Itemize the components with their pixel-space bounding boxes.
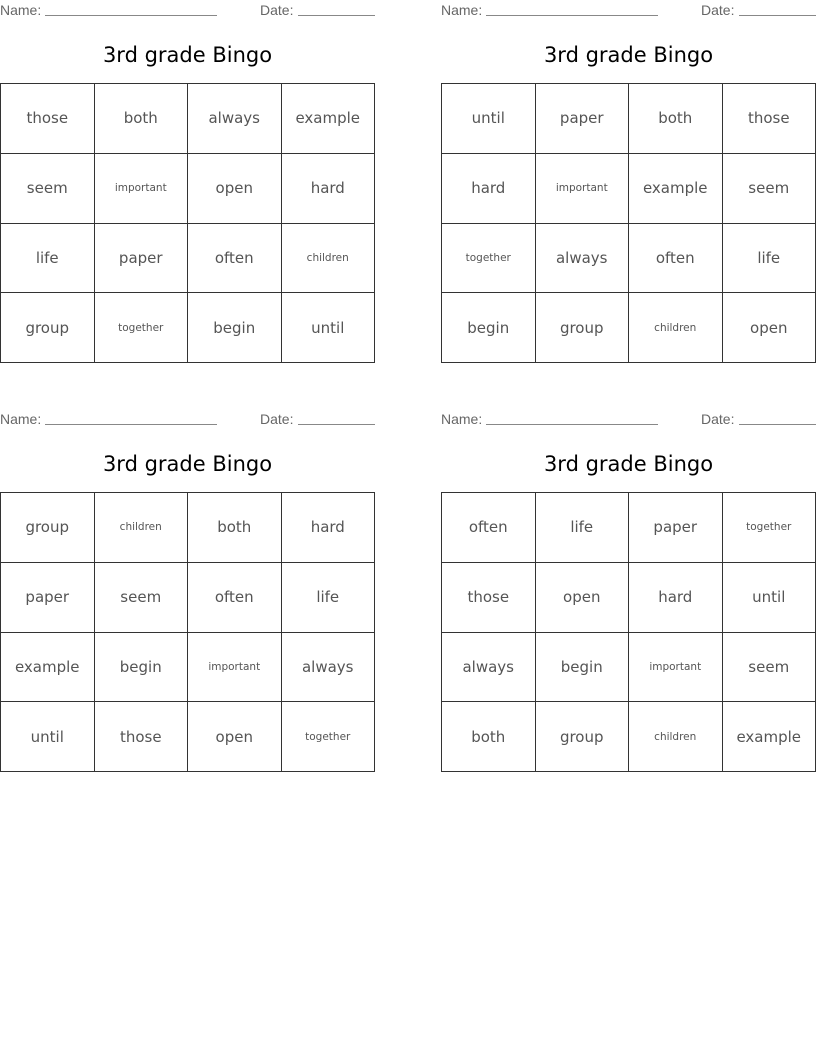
bingo-cell: life	[282, 563, 376, 633]
bingo-cell: those	[442, 563, 536, 633]
bingo-cell: often	[629, 224, 723, 294]
card-header	[0, 0, 375, 22]
bingo-cell: example	[629, 154, 723, 224]
bingo-cell: both	[442, 702, 536, 772]
bingo-cell: together	[95, 293, 189, 363]
date-blank	[739, 15, 816, 16]
bingo-cell: until	[723, 563, 816, 633]
bingo-grid	[441, 83, 816, 363]
bingo-cell: open	[188, 702, 282, 772]
bingo-cell: hard	[282, 154, 376, 224]
bingo-cell: group	[536, 293, 630, 363]
bingo-cell: seem	[1, 154, 95, 224]
bingo-cell: together	[723, 493, 816, 563]
bingo-cell: together	[282, 702, 376, 772]
bingo-cell: always	[442, 633, 536, 703]
bingo-cell: hard	[629, 563, 723, 633]
bingo-cell: children	[282, 224, 376, 294]
date-label: Date:	[701, 411, 735, 427]
card-title: 3rd grade Bingo	[543, 43, 714, 67]
name-blank	[486, 15, 658, 16]
bingo-cell: until	[442, 84, 536, 154]
bingo-cell: children	[629, 293, 723, 363]
date-blank	[739, 424, 816, 425]
bingo-grid	[0, 83, 375, 363]
bingo-cell: both	[629, 84, 723, 154]
bingo-cell: both	[188, 493, 282, 563]
bingo-cell: group	[1, 493, 95, 563]
card-title: 3rd grade Bingo	[102, 43, 273, 67]
bingo-cell: open	[723, 293, 816, 363]
card-header	[0, 409, 375, 431]
name-blank	[486, 424, 658, 425]
card-title: 3rd grade Bingo	[102, 452, 273, 476]
bingo-cell: those	[1, 84, 95, 154]
bingo-card-4	[441, 409, 816, 746]
bingo-cell: seem	[723, 633, 816, 703]
bingo-grid	[0, 492, 375, 772]
bingo-cell: begin	[442, 293, 536, 363]
bingo-cell: paper	[629, 493, 723, 563]
bingo-cell: until	[282, 293, 376, 363]
bingo-cell: open	[536, 563, 630, 633]
date-label: Date:	[701, 2, 735, 18]
date-label: Date:	[260, 411, 294, 427]
name-blank	[45, 15, 217, 16]
bingo-cell: always	[188, 84, 282, 154]
bingo-cell: example	[723, 702, 816, 772]
bingo-cell: important	[536, 154, 630, 224]
name-blank	[45, 424, 217, 425]
bingo-card-2	[441, 0, 816, 337]
bingo-cell: paper	[95, 224, 189, 294]
date-blank	[298, 15, 375, 16]
bingo-cell: important	[629, 633, 723, 703]
bingo-cell: hard	[442, 154, 536, 224]
bingo-cell: until	[1, 702, 95, 772]
bingo-cell: often	[188, 224, 282, 294]
card-header	[441, 409, 816, 431]
bingo-cell: those	[723, 84, 816, 154]
name-label: Name:	[441, 2, 483, 18]
bingo-cell: life	[723, 224, 816, 294]
bingo-cell: children	[95, 493, 189, 563]
name-label: Name:	[0, 2, 42, 18]
bingo-cell: paper	[1, 563, 95, 633]
bingo-cell: group	[536, 702, 630, 772]
bingo-cell: hard	[282, 493, 376, 563]
bingo-card-3	[0, 409, 375, 746]
name-label: Name:	[0, 411, 42, 427]
bingo-cell: life	[536, 493, 630, 563]
date-label: Date:	[260, 2, 294, 18]
bingo-cell: life	[1, 224, 95, 294]
bingo-cell: children	[629, 702, 723, 772]
bingo-cell: example	[1, 633, 95, 703]
name-label: Name:	[441, 411, 483, 427]
bingo-cell: always	[536, 224, 630, 294]
bingo-cell: important	[95, 154, 189, 224]
date-blank	[298, 424, 375, 425]
card-header	[441, 0, 816, 22]
card-title: 3rd grade Bingo	[543, 452, 714, 476]
bingo-card-1	[0, 0, 375, 337]
bingo-cell: paper	[536, 84, 630, 154]
bingo-cell: seem	[723, 154, 816, 224]
bingo-cell: often	[442, 493, 536, 563]
bingo-cell: begin	[536, 633, 630, 703]
bingo-cell: both	[95, 84, 189, 154]
bingo-cell: together	[442, 224, 536, 294]
bingo-grid	[441, 492, 816, 772]
bingo-cell: those	[95, 702, 189, 772]
bingo-cell: begin	[188, 293, 282, 363]
bingo-cell: example	[282, 84, 376, 154]
bingo-cell: open	[188, 154, 282, 224]
bingo-cell: begin	[95, 633, 189, 703]
bingo-cell: important	[188, 633, 282, 703]
bingo-cell: group	[1, 293, 95, 363]
bingo-cell: often	[188, 563, 282, 633]
bingo-cell: seem	[95, 563, 189, 633]
bingo-cell: always	[282, 633, 376, 703]
